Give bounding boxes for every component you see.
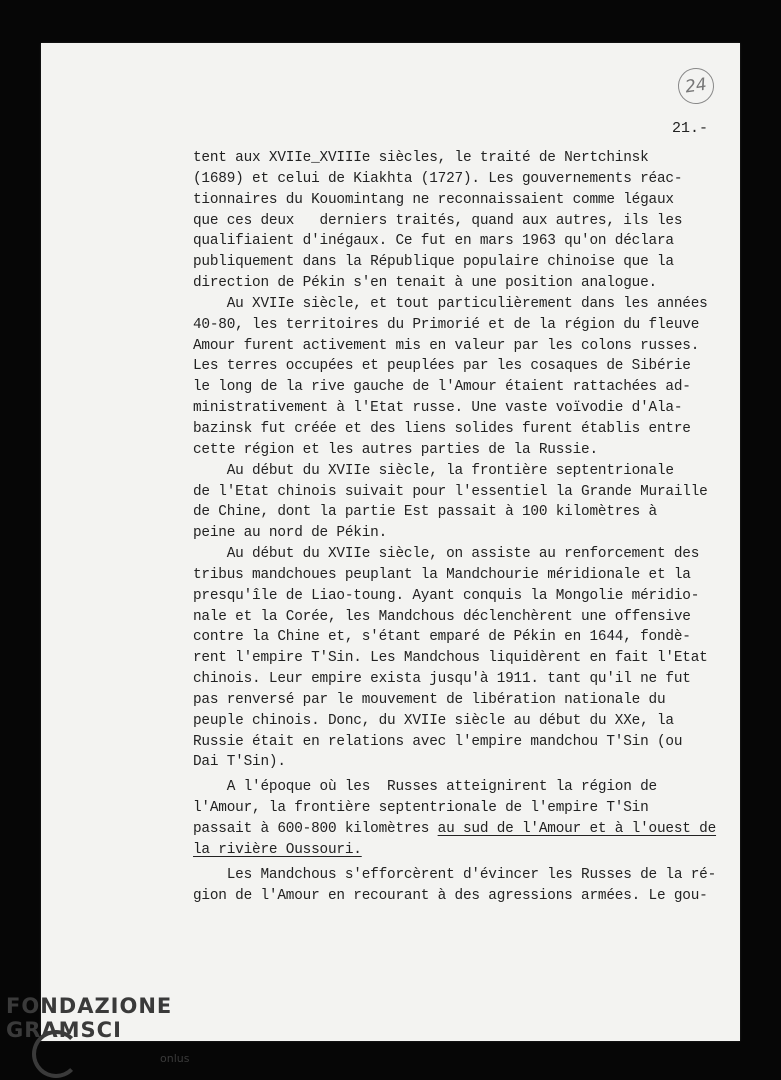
text-line: direction de Pékin s'en tenait à une position analogue. <box>193 275 657 292</box>
text-line: qualifiaient d'inégaux. Ce fut en mars 1963 qu'on déclara <box>193 233 674 250</box>
text-line: peuple chinois. Donc, du XVIIe siècle au début du XXe, la <box>193 712 674 729</box>
watermark-line-2: GRAMSCI <box>6 1018 122 1042</box>
text-line: 40-80, les territoires du Primorié et de la région du fleuve <box>193 316 700 333</box>
text-line: Dai T'Sin). <box>193 754 286 771</box>
text-line-underlined-segment <box>193 819 738 840</box>
text-line: Au XVIIe siècle, et tout particulièrement dans les années <box>193 295 708 312</box>
text-line: pas renversé par le mouvement de libération nationale du <box>193 691 666 708</box>
text-line: Russie était en relations avec l'empire mandchou T'Sin (ou <box>193 733 683 750</box>
text-line: l'Amour, la frontière septentrionale de l'empire T'Sin <box>193 800 649 817</box>
circled-archive-number: 24 <box>676 66 717 107</box>
watermark-logo-icon <box>32 1030 80 1078</box>
text-line: gion de l'Amour en recourant à des agressions armées. Le gou- <box>193 887 708 904</box>
text-line: A l'époque où les Russes atteignirent la région de <box>193 779 657 796</box>
underlined-text: au sud de l'Amour et à l'ouest de <box>437 821 717 837</box>
page-number: 21.- <box>672 120 709 137</box>
text-line: que ces deux derniers traités, quand aux autres, ils les <box>193 212 683 229</box>
watermark-line-1: FONDAZIONE <box>6 994 173 1018</box>
text-line: Amour furent activement mis en valeur par les colons russes. <box>193 337 700 354</box>
text-line: publiquement dans la République populaire chinoise que la <box>193 254 674 271</box>
text-line: nale et la Corée, les Mandchous déclenchèrent une offensive <box>193 608 691 625</box>
text-line: Au début du XVIIe siècle, la frontière septentrionale <box>193 462 674 479</box>
text-line: tionnaires du Kouomintang ne reconnaissaient comme légaux <box>193 191 674 208</box>
text-line: contre la Chine et, s'étant emparé de Pékin en 1644, fondè- <box>193 629 691 646</box>
text-line: bazinsk fut créée et des liens solides furent établis entre <box>193 420 691 437</box>
text-line: Les terres occupées et peuplées par les cosaques de Sibérie <box>193 358 691 375</box>
text-line: tribus mandchoues peuplant la Mandchourie méridionale et la <box>193 566 691 583</box>
text-line: cette région et les autres parties de la Russie. <box>193 441 598 458</box>
text-line: presqu'île de Liao-toung. Ayant conquis la Mongolie méridio- <box>193 587 700 604</box>
watermark-logo-text <box>6 994 173 1042</box>
text-line: la rivière Oussouri. <box>193 841 362 858</box>
text-line: Au début du XVIIe siècle, on assiste au renforcement des <box>193 546 700 563</box>
watermark-suffix: onlus <box>160 1052 190 1065</box>
body-text <box>193 148 738 906</box>
text-line: le long de la rive gauche de l'Amour étaient rattachées ad- <box>193 379 691 396</box>
text-line: peine au nord de Pékin. <box>193 525 388 542</box>
text-line: (1689) et celui de Kiakhta (1727). Les gouvernements réac- <box>193 170 683 187</box>
text-line: chinois. Leur empire exista jusqu'à 1911. tant qu'il ne fut <box>193 671 691 688</box>
text-line: Les Mandchous s'efforcèrent d'évincer les Russes de la ré- <box>193 866 717 883</box>
text-line: de Chine, dont la partie Est passait à 100 kilomètres à <box>193 504 657 521</box>
text-segment: passait à 600-800 kilomètres <box>193 821 438 837</box>
text-line: de l'Etat chinois suivait pour l'essentiel la Grande Muraille <box>193 483 708 500</box>
text-line: tent aux XVIIe_XVIIIe siècles, le traité de Nertchinsk <box>193 150 649 166</box>
text-line: rent l'empire T'Sin. Les Mandchous liquidèrent en fait l'Etat <box>193 650 708 667</box>
text-line: ministrativement à l'Etat russe. Une vaste voïvodie d'Ala- <box>193 400 683 417</box>
